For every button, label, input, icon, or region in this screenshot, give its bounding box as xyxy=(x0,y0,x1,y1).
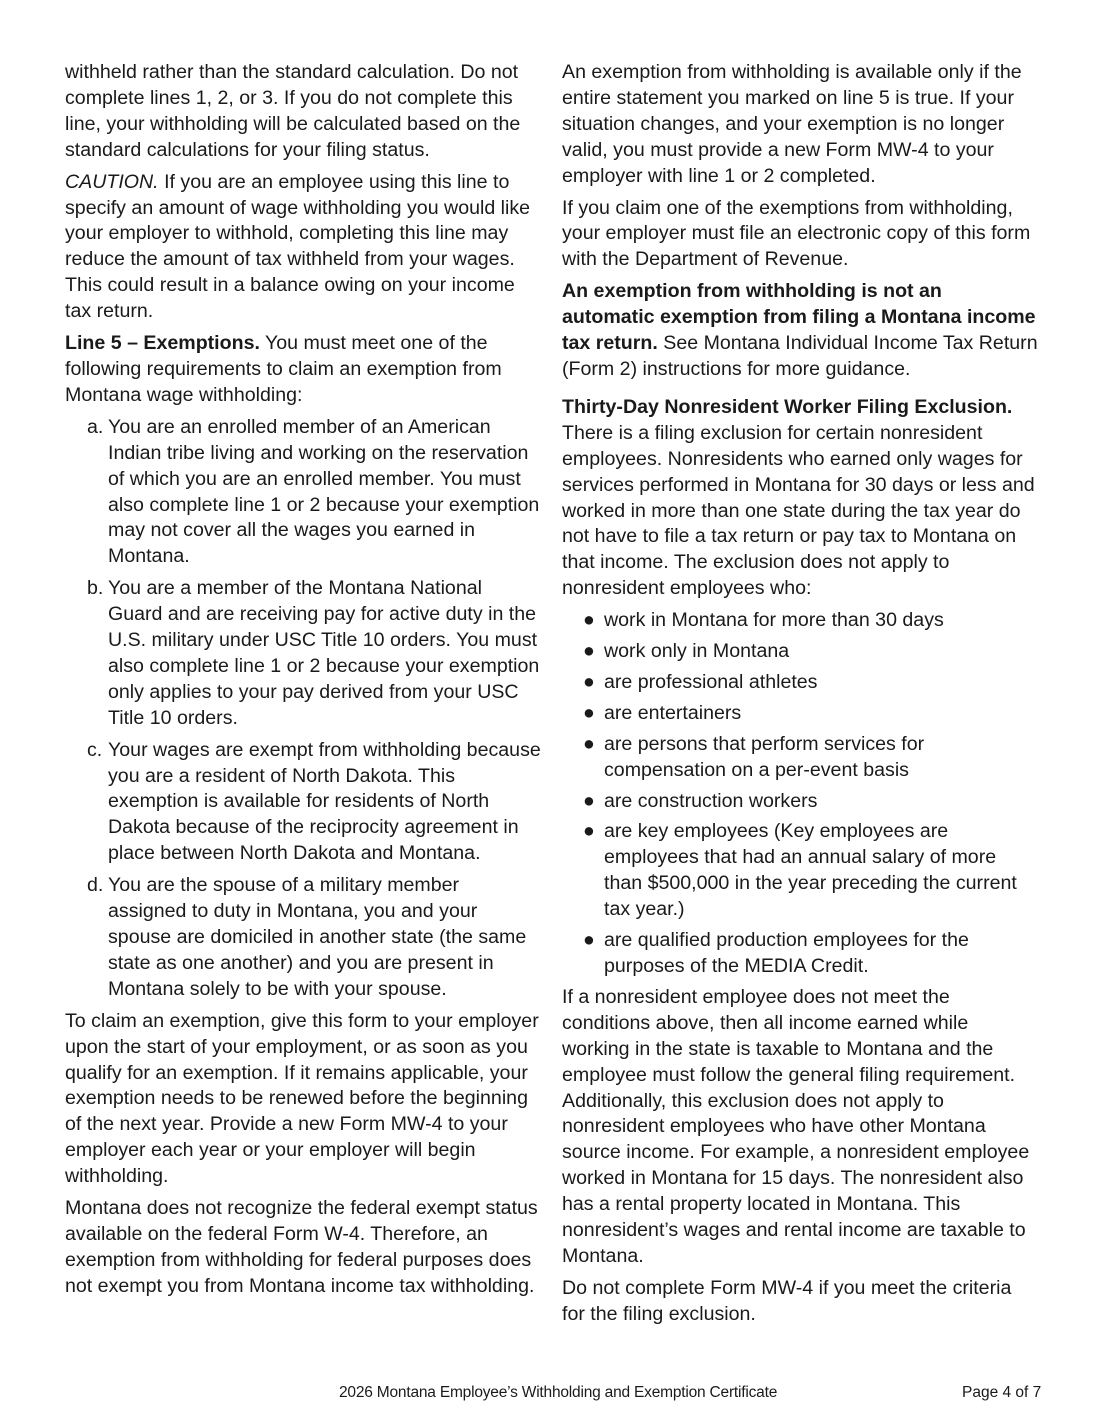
list-item-text: are persons that perform services for compensation on a per-event basis xyxy=(604,732,925,781)
list-item xyxy=(562,732,1038,784)
filing-notice-text: See Montana Individual Income Tax Return (Form 2) instructions for more guidance. xyxy=(562,332,1038,380)
list-item-text: work in Montana for more than 30 days xyxy=(604,609,944,632)
list-item xyxy=(562,670,1038,696)
list-item xyxy=(562,639,1038,665)
list-item-text: You are an enrolled member of an American Indian tribe living and working on the reservation of which you are an enrolled member. You must also complete line 1 or 2 because your exemption may not cover all the wages you earned in Montana. xyxy=(108,415,540,568)
caution-text: If you are an employee using this line to specify an amount of wage withholding you would like your employer to withhold, completing this line may reduce the amount of tax withheld from your wages. This could result in a balance owing on your income tax return. xyxy=(65,170,531,323)
bullet-icon: ● xyxy=(583,609,595,632)
electronic-copy-paragraph: If you claim one of the exemptions from withholding, your employer must file an electronic copy of this form with the Department of Revenue. xyxy=(562,196,1031,271)
exclusion-bullet-list xyxy=(562,608,1038,980)
list-marker: d. xyxy=(87,874,104,897)
bullet-icon: ● xyxy=(583,820,595,843)
exemption-requirements-list xyxy=(65,415,541,1003)
exemption-availability-paragraph: An exemption from withholding is available only if the entire statement you marked on line 5 is true. If your situation changes, and your exemption is no longer valid, you must provide a new Form MW-4 to your employer with line 1 or 2 completed. xyxy=(562,61,1022,187)
list-item-text: are key employees (Key employees are employees that had an annual salary of more than $500,000 in the year preceding the current tax year.) xyxy=(604,820,1017,921)
do-not-complete-paragraph: Do not complete Form MW-4 if you meet the criteria for the filing exclusion. xyxy=(562,1276,1012,1325)
filing-exclusion-heading: Thirty-Day Nonresident Worker Filing Exclusion. xyxy=(562,395,1013,418)
list-item-text: You are the spouse of a military member assigned to duty in Montana, you and your spouse are domiciled in another state (the same state as one another) and you are present in Montana solely to be with your spouse. xyxy=(108,874,527,1000)
list-item xyxy=(65,576,541,731)
filing-exclusion-text: There is a filing exclusion for certain nonresident employees. Nonresidents who earned only wages for services performed in Montana for 30 days or less and worked in more than one state during the tax year do not have to file a tax return or pay tax to Montana on that income. The exclusion does not apply to nonresident employees who: xyxy=(562,421,1035,600)
bullet-icon: ● xyxy=(583,789,595,812)
line5-paragraph xyxy=(65,331,541,409)
filing-exclusion-paragraph xyxy=(562,395,1038,602)
bullet-icon: ● xyxy=(583,701,595,724)
bullet-icon: ● xyxy=(583,640,595,663)
list-item-text: are construction workers xyxy=(604,789,818,812)
footer-title: 2026 Montana Employee’s Withholding and Exemption Certificate xyxy=(339,1384,778,1401)
intro-paragraph: withheld rather than the standard calculation. Do not complete lines 1, 2, or 3. If you do not complete this line, your withholding will be calculated based on the standard calculations for your filing status. xyxy=(65,61,521,161)
list-item-text: work only in Montana xyxy=(604,640,790,663)
list-item-text: are professional athletes xyxy=(604,670,818,693)
list-item xyxy=(65,738,541,868)
list-marker: b. xyxy=(87,577,104,600)
line5-text: You must meet one of the following requirements to claim an exemption from Montana wage withholding: xyxy=(65,332,502,406)
list-item xyxy=(65,415,541,570)
list-marker: c. xyxy=(87,738,103,761)
list-item-text: are qualified production employees for the purposes of the MEDIA Credit. xyxy=(604,929,969,977)
page-number: Page 4 of 7 xyxy=(962,1384,1042,1401)
federal-status-paragraph: Montana does not recognize the federal exempt status available on the federal Form W-4. Therefore, an exemption from withholding for federal purposes does not exempt you from Montana income tax withholding. xyxy=(65,1197,538,1297)
filing-notice-paragraph xyxy=(562,279,1038,383)
claim-exemption-paragraph: To claim an exemption, give this form to your employer upon the start of your employment, or as soon as you qualify for an exemption. If it remains applicable, your exemption needs to be renewed before the beginning of the next year. Provide a new Form MW-4 to your employer each year or your employer will begin withholding. xyxy=(65,1009,539,1188)
left-column xyxy=(65,60,541,1306)
list-item-text: Your wages are exempt from withholding because you are a resident of North Dakota. This exemption is available for residents of North Dakota because of the reciprocity agreement in place between North Dakota and Montana. xyxy=(108,738,541,865)
bullet-icon: ● xyxy=(583,670,595,693)
list-item xyxy=(562,789,1038,815)
bullet-icon: ● xyxy=(583,929,595,952)
list-marker: a. xyxy=(87,415,104,438)
line5-heading: Line 5 – Exemptions. xyxy=(65,332,260,355)
list-item xyxy=(562,701,1038,727)
conditions-paragraph: If a nonresident employee does not meet the conditions above, then all income earned while working in the state is taxable to Montana and the employee must follow the general filing requirement. Additionally, this exclusion does not apply to nonresident employees who have other Montana source income. For example, a nonresident employee worked in Montana for 15 days. The nonresident also has a rental property located in Montana. This nonresident’s wages and rental income are taxable to Montana. xyxy=(562,985,1030,1267)
list-item-text: You are a member of the Montana National Guard and are receiving pay for active duty in the U.S. military under USC Title 10 orders. You must also complete line 1 or 2 because your exemption only applies to your pay derived from your USC Title 10 orders. xyxy=(108,577,540,729)
list-item xyxy=(562,819,1038,923)
list-item xyxy=(65,873,541,1003)
list-item xyxy=(562,608,1038,634)
list-item-text: are entertainers xyxy=(604,701,742,724)
caution-label: CAUTION. xyxy=(65,170,159,193)
right-column xyxy=(562,60,1038,1334)
bullet-icon: ● xyxy=(583,732,595,755)
caution-paragraph xyxy=(65,170,541,325)
filing-notice-bold: An exemption from withholding is not an automatic exemption from filing a Montana income tax return. xyxy=(562,280,1036,355)
list-item xyxy=(562,928,1038,980)
